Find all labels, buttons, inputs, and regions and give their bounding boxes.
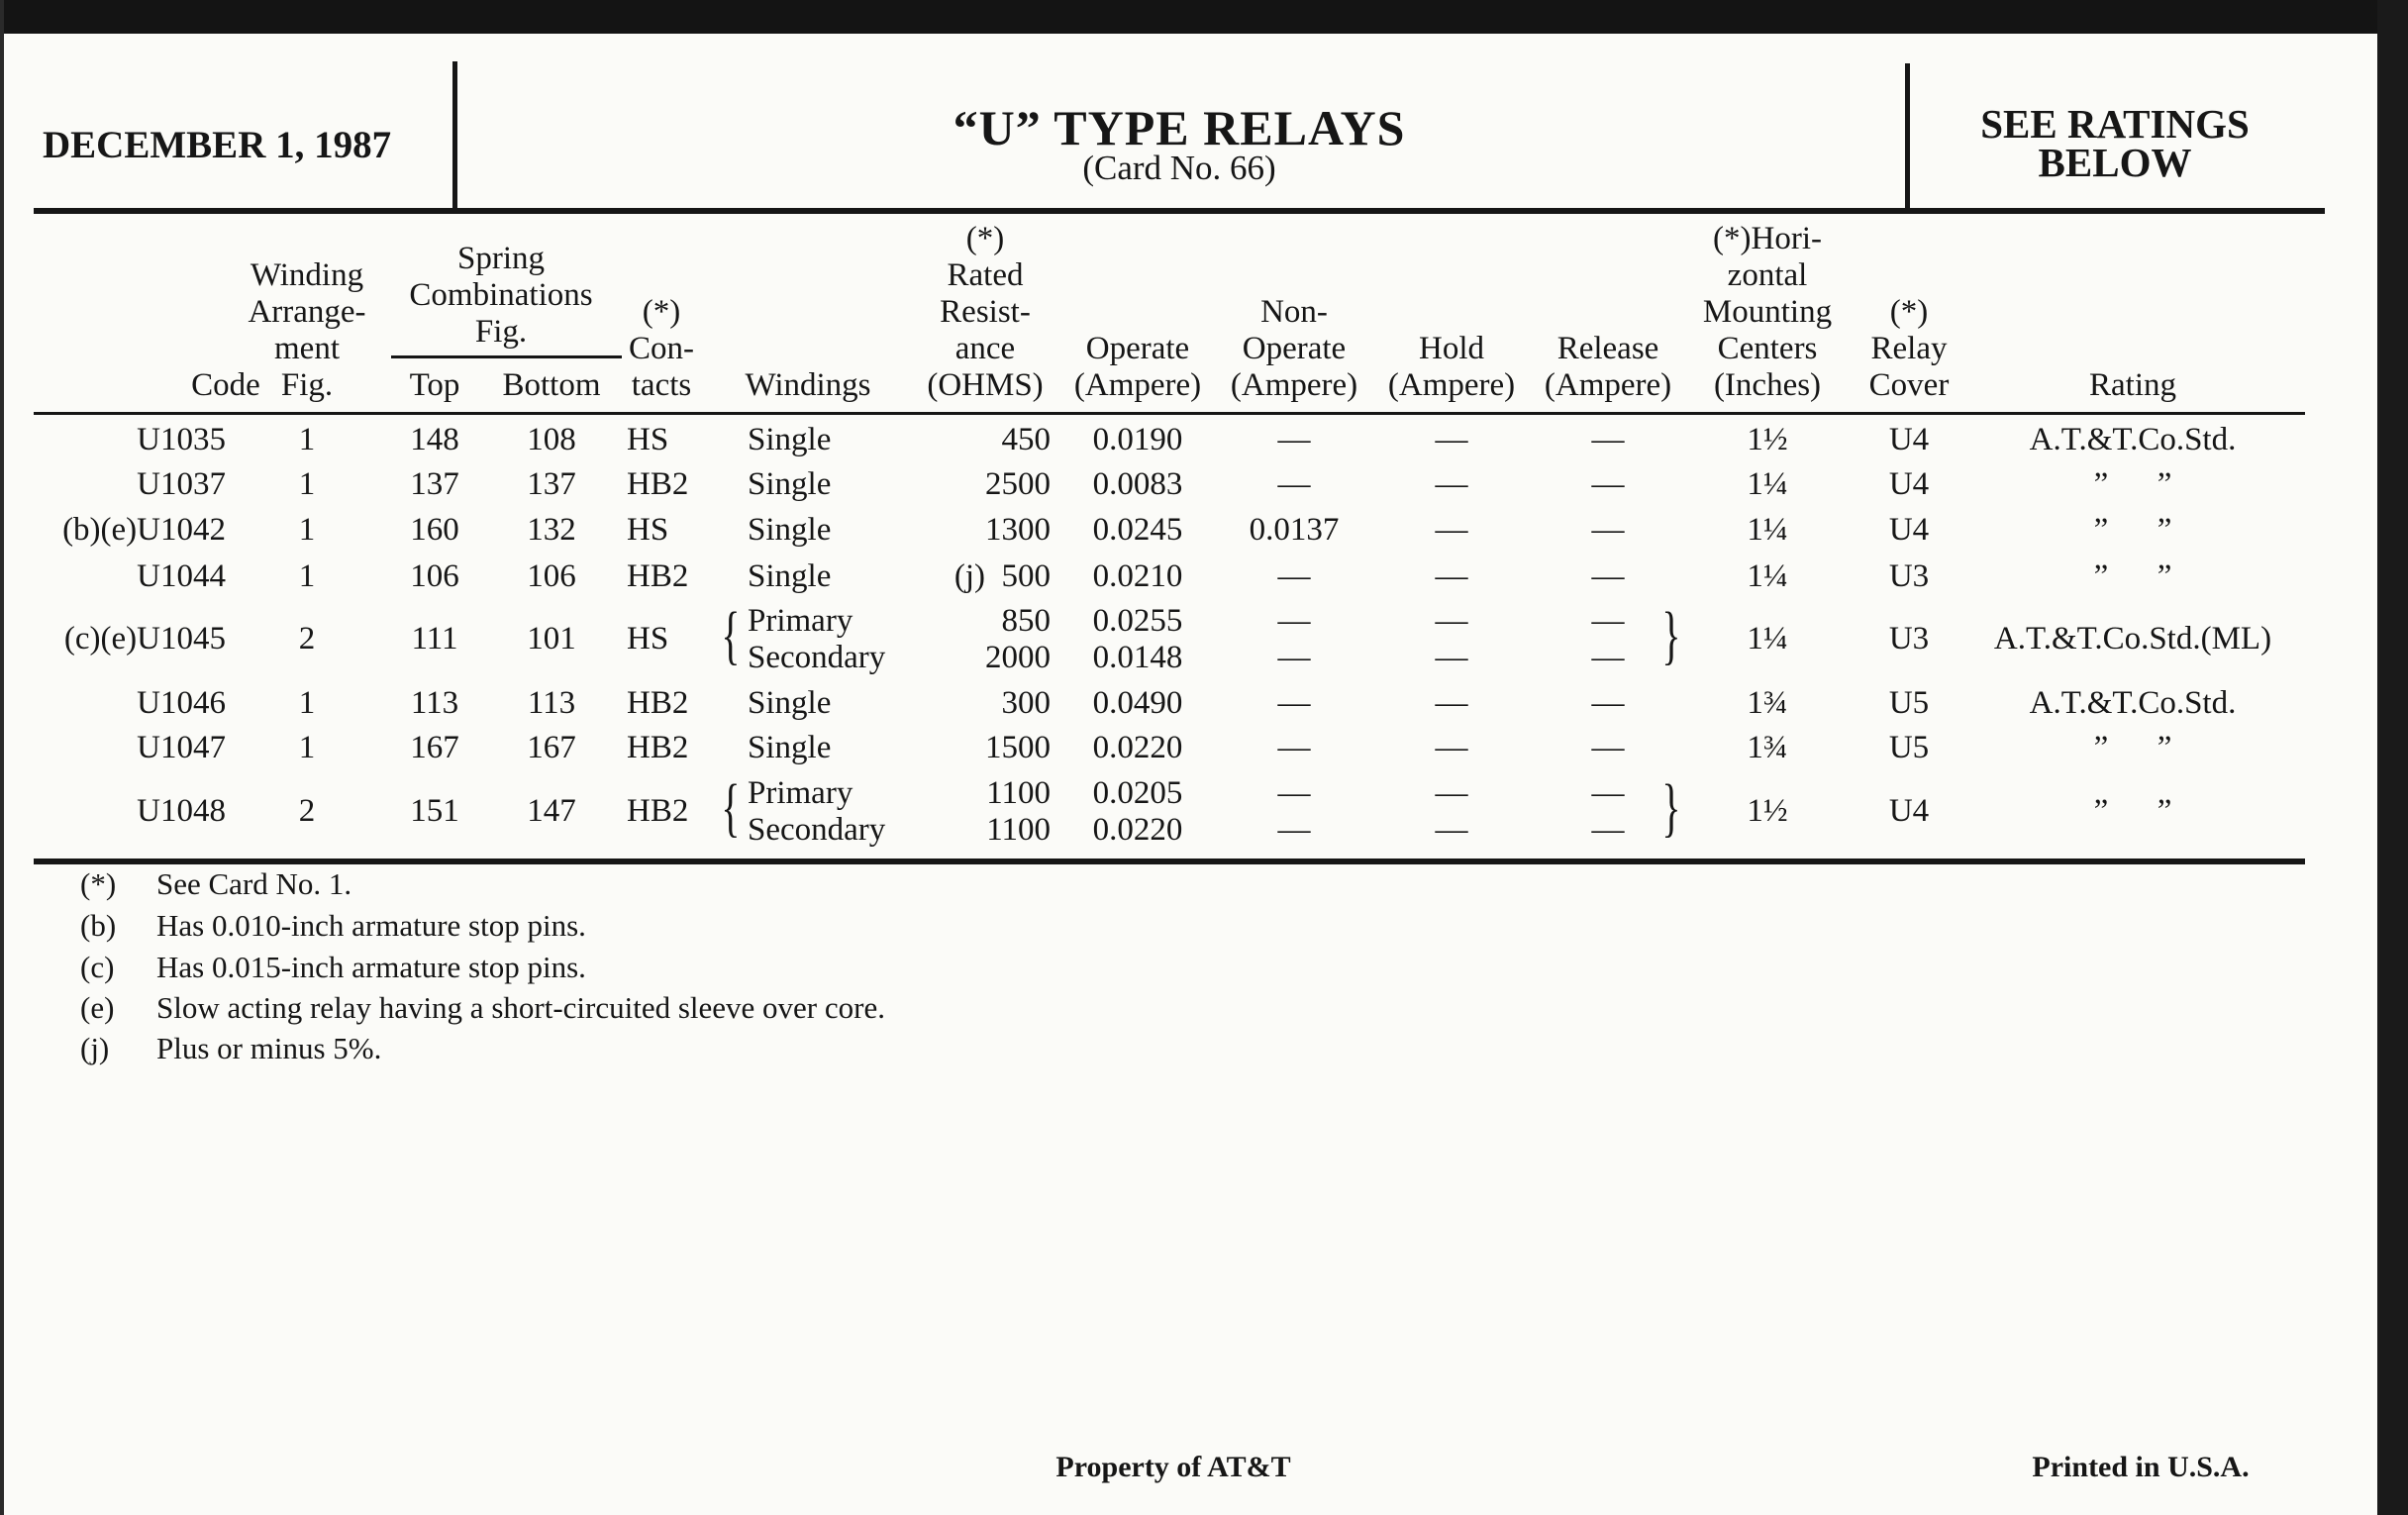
column-header-line: Rating — [2089, 367, 2176, 403]
cell-code: U1037 — [137, 466, 226, 502]
cell-operate: 0.0205 — [1092, 774, 1183, 811]
cell-bottom: 108 — [527, 422, 576, 457]
column-header-line: Combinations — [409, 277, 593, 313]
cell-non-operate: — — [1277, 602, 1311, 639]
column-header-line: Winding — [250, 257, 364, 293]
cell-windings: Single — [748, 685, 832, 721]
brace-left-icon: { — [721, 771, 741, 844]
cell-contacts: HB2 — [627, 685, 689, 721]
column-header-line: ance — [954, 331, 1016, 366]
cell-resistance: 1300 — [985, 512, 1051, 548]
cell-operate: 0.0220 — [1092, 730, 1183, 765]
footnote-mark: (e) — [80, 990, 115, 1025]
column-header-line: Windings — [745, 367, 871, 403]
cell-top: 167 — [410, 730, 459, 765]
column-header-line: Code — [191, 367, 260, 403]
cell-non-operate: — — [1277, 466, 1311, 502]
brace-right-icon: } — [1661, 599, 1681, 671]
column-header-line: Non- — [1260, 294, 1328, 330]
column-header-line: Operate — [1242, 331, 1347, 366]
cell-resistance: 850 — [1001, 602, 1051, 639]
spring-group-underline — [391, 355, 622, 358]
footnote-mark: (b) — [80, 908, 117, 943]
cell-operate: 0.0220 — [1092, 811, 1183, 848]
cell-mounting: 1¼ — [1747, 558, 1788, 594]
cell-bottom: 137 — [527, 466, 576, 502]
cell-hold: — — [1435, 422, 1468, 457]
cell-release: — — [1591, 512, 1625, 548]
cell-winding: 1 — [298, 422, 316, 457]
column-header-line: Con- — [629, 331, 694, 366]
printed-notice: Printed in U.S.A. — [2032, 1451, 2250, 1483]
cell-contacts: HB2 — [627, 793, 689, 829]
column-header-line: Hold — [1418, 331, 1484, 366]
cell-winding: 2 — [298, 621, 316, 656]
column-header-rating — [2089, 367, 2176, 404]
cell-release: — — [1591, 730, 1625, 765]
column-header-operate — [1074, 331, 1201, 404]
column-header-cover — [1869, 294, 1950, 404]
cell-hold: — — [1435, 639, 1468, 675]
scan-border-top — [0, 0, 2408, 34]
cell-bottom: 101 — [527, 621, 576, 656]
cell-winding: 1 — [298, 685, 316, 721]
cell-mounting: 1¼ — [1747, 621, 1788, 656]
table-bottom-rule — [34, 858, 2305, 864]
scan-border-left — [0, 0, 4, 1515]
cell-release: — — [1591, 466, 1625, 502]
cell-cover: U4 — [1888, 466, 1930, 502]
column-header-line: (Ampere) — [1387, 367, 1516, 403]
cell-operate: 0.0245 — [1092, 512, 1183, 548]
cell-non-operate: — — [1277, 730, 1311, 765]
cell-windings: Secondary — [748, 811, 886, 848]
cell-operate: 0.0190 — [1092, 422, 1183, 457]
column-header-line: (Ampere) — [1073, 367, 1202, 403]
column-header-line: Centers — [1717, 331, 1818, 366]
cell-code: U1048 — [137, 793, 226, 829]
cell-code: U1044 — [137, 558, 226, 594]
cell-code: U1047 — [137, 730, 226, 765]
cell-windings: Secondary — [748, 639, 886, 675]
column-header-line: (Ampere) — [1230, 367, 1358, 403]
cell-contacts: HS — [627, 422, 669, 457]
cell-mounting: 1½ — [1747, 793, 1788, 829]
cell-release: — — [1591, 602, 1625, 639]
column-header-line: Fig. — [280, 367, 334, 403]
footnote-mark: (j) — [80, 1031, 110, 1065]
cell-winding: 1 — [298, 730, 316, 765]
cell-bottom: 106 — [527, 558, 576, 594]
cell-contacts: HB2 — [627, 558, 689, 594]
column-header-line: Resist- — [940, 294, 1031, 330]
footnote-text: Has 0.015-inch armature stop pins. — [156, 950, 586, 984]
column-header-line: Bottom — [502, 367, 601, 403]
cell-windings: Single — [748, 512, 832, 548]
cell-non-operate: — — [1277, 639, 1311, 675]
column-header-line: Spring — [456, 241, 545, 276]
cell-resistance: 1500 — [985, 730, 1051, 765]
cell-top: 106 — [410, 558, 459, 594]
cell-top: 111 — [411, 621, 458, 656]
cell-hold: — — [1435, 730, 1468, 765]
cell-bottom: 147 — [527, 793, 576, 829]
cell-rating: ” ” — [2093, 793, 2172, 829]
cell-top: 113 — [410, 685, 459, 721]
cell-windings: Single — [748, 558, 832, 594]
cell-top: 151 — [410, 793, 459, 829]
scan-border-right — [2377, 0, 2408, 1515]
cell-rating: A.T.&T.Co.Std. — [2029, 685, 2237, 721]
column-header-line: Rated — [947, 257, 1024, 293]
cell-contacts: HS — [627, 512, 669, 548]
cell-cover: U5 — [1888, 730, 1930, 765]
cell-resistance: 450 — [1001, 422, 1051, 457]
cell-top: 137 — [410, 466, 459, 502]
cell-rating: ” ” — [2093, 466, 2172, 502]
cell-rating: A.T.&T.Co.Std.(ML) — [1993, 621, 2272, 656]
column-header-line: Arrange- — [248, 294, 366, 330]
column-header-spring-group — [409, 241, 592, 351]
column-header-release — [1545, 331, 1671, 404]
cell-rating: ” ” — [2093, 558, 2172, 594]
cell-contacts: HB2 — [627, 730, 689, 765]
column-header-mounting — [1703, 221, 1832, 404]
cell-windings: Single — [748, 422, 832, 457]
cell-non-operate: 0.0137 — [1249, 512, 1340, 548]
cell-winding: 1 — [298, 558, 316, 594]
cell-code: (c)(e)U1045 — [63, 621, 226, 656]
column-header-resistance — [927, 221, 1043, 404]
column-header-line: (*) — [642, 294, 681, 330]
column-header-rule — [34, 412, 2305, 415]
cell-hold: — — [1435, 602, 1468, 639]
cell-hold: — — [1435, 558, 1468, 594]
cell-release: — — [1591, 811, 1625, 848]
cell-winding: 2 — [298, 793, 316, 829]
cell-non-operate: — — [1277, 811, 1311, 848]
cell-operate: 0.0210 — [1092, 558, 1183, 594]
cell-resistance: 2500 — [985, 466, 1051, 502]
cell-code: U1035 — [137, 422, 226, 457]
cell-operate: 0.0255 — [1092, 602, 1183, 639]
cell-windings: Single — [748, 730, 832, 765]
cell-release: — — [1591, 558, 1625, 594]
card-title: “U” TYPE RELAYS — [953, 100, 1406, 155]
cell-hold: — — [1435, 512, 1468, 548]
cell-resistance: 1100 — [986, 774, 1051, 811]
column-header-bottom — [502, 367, 600, 404]
column-header-line: Operate — [1085, 331, 1190, 366]
column-header-non-operate — [1231, 294, 1357, 404]
cell-top: 148 — [410, 422, 459, 457]
footnote-text: Slow acting relay having a short-circuited sleeve over core. — [156, 990, 885, 1025]
cell-non-operate: — — [1277, 685, 1311, 721]
cell-release: — — [1591, 422, 1625, 457]
ratings-note-line: SEE RATINGS — [1980, 101, 2250, 147]
brace-right-icon: } — [1661, 771, 1681, 844]
column-header-line: ment — [274, 331, 340, 366]
cell-contacts: HB2 — [627, 466, 689, 502]
cell-bottom: 167 — [527, 730, 576, 765]
column-header-line: (Inches) — [1713, 367, 1822, 403]
column-header-line: Cover — [1868, 367, 1950, 403]
cell-release: — — [1591, 639, 1625, 675]
ratings-note-line: BELOW — [2038, 140, 2192, 185]
cell-code: (b)(e)U1042 — [62, 512, 226, 548]
cell-resistance: 300 — [1001, 685, 1051, 721]
footnote-text: See Card No. 1. — [156, 866, 352, 901]
column-header-top — [410, 367, 460, 404]
column-header-line: (*) — [965, 221, 1005, 256]
cell-rating: ” ” — [2093, 512, 2172, 548]
footnote-text: Plus or minus 5%. — [156, 1031, 382, 1065]
header-divider-right — [1905, 63, 1910, 210]
card-number: (Card No. 66) — [1082, 149, 1276, 187]
cell-non-operate: — — [1277, 558, 1311, 594]
cell-rating: A.T.&T.Co.Std. — [2029, 422, 2237, 457]
cell-non-operate: — — [1277, 774, 1311, 811]
cell-hold: — — [1435, 811, 1468, 848]
column-header-line: (OHMS) — [927, 367, 1044, 403]
cell-operate: 0.0490 — [1092, 685, 1183, 721]
footnote-text: Has 0.010-inch armature stop pins. — [156, 908, 586, 943]
cell-rating: ” ” — [2093, 730, 2172, 765]
column-header-line: (Ampere) — [1544, 367, 1672, 403]
cell-operate: 0.0148 — [1092, 639, 1183, 675]
cell-mounting: 1¼ — [1747, 512, 1788, 548]
column-header-line: Release — [1556, 331, 1659, 366]
ratings-note — [1980, 101, 2250, 185]
cell-bottom: 113 — [527, 685, 576, 721]
cell-mounting: 1½ — [1747, 422, 1788, 457]
cell-cover: U4 — [1888, 793, 1930, 829]
header-rule — [34, 208, 2325, 214]
column-header-line: (*) — [1889, 294, 1929, 330]
cell-mounting: 1¼ — [1747, 466, 1788, 502]
cell-windings: Primary — [748, 774, 853, 811]
column-header-line: Mounting — [1702, 294, 1833, 330]
column-header-line: (*)Hori- — [1713, 221, 1822, 256]
cell-resistance: 2000 — [985, 639, 1051, 675]
cell-operate: 0.0083 — [1092, 466, 1183, 502]
cell-top: 160 — [410, 512, 459, 548]
column-header-contacts — [629, 294, 694, 404]
cell-resistance: (j) 500 — [953, 558, 1051, 594]
cell-contacts: HS — [627, 621, 669, 656]
cell-cover: U4 — [1888, 422, 1930, 457]
column-header-line: Top — [409, 367, 460, 403]
cell-winding: 1 — [298, 466, 316, 502]
cell-windings: Single — [748, 466, 832, 502]
card-date: DECEMBER 1, 1987 — [43, 124, 392, 166]
column-header-winding — [248, 257, 365, 404]
column-header-hold — [1388, 331, 1515, 404]
column-header-line: Fig. — [474, 314, 528, 350]
cell-hold: — — [1435, 774, 1468, 811]
footnote-mark: (c) — [80, 950, 115, 984]
cell-hold: — — [1435, 466, 1468, 502]
cell-mounting: 1¾ — [1747, 730, 1788, 765]
footnote-mark: (*) — [80, 866, 117, 901]
cell-mounting: 1¾ — [1747, 685, 1788, 721]
cell-release: — — [1591, 774, 1625, 811]
column-header-line: tacts — [631, 367, 692, 403]
cell-windings: Primary — [748, 602, 853, 639]
cell-resistance: 1100 — [986, 811, 1051, 848]
column-header-line: Relay — [1870, 331, 1948, 366]
cell-release: — — [1591, 685, 1625, 721]
header-divider-left — [452, 61, 457, 210]
brace-left-icon: { — [721, 599, 741, 671]
cell-bottom: 132 — [527, 512, 576, 548]
cell-cover: U3 — [1888, 558, 1930, 594]
cell-hold: — — [1435, 685, 1468, 721]
cell-cover: U3 — [1888, 621, 1930, 656]
column-header-windings — [745, 367, 870, 404]
cell-code: U1046 — [137, 685, 226, 721]
property-notice: Property of AT&T — [1055, 1451, 1291, 1483]
column-header-line: zontal — [1727, 257, 1808, 293]
cell-winding: 1 — [298, 512, 316, 548]
cell-cover: U5 — [1888, 685, 1930, 721]
cell-cover: U4 — [1888, 512, 1930, 548]
cell-non-operate: — — [1277, 422, 1311, 457]
